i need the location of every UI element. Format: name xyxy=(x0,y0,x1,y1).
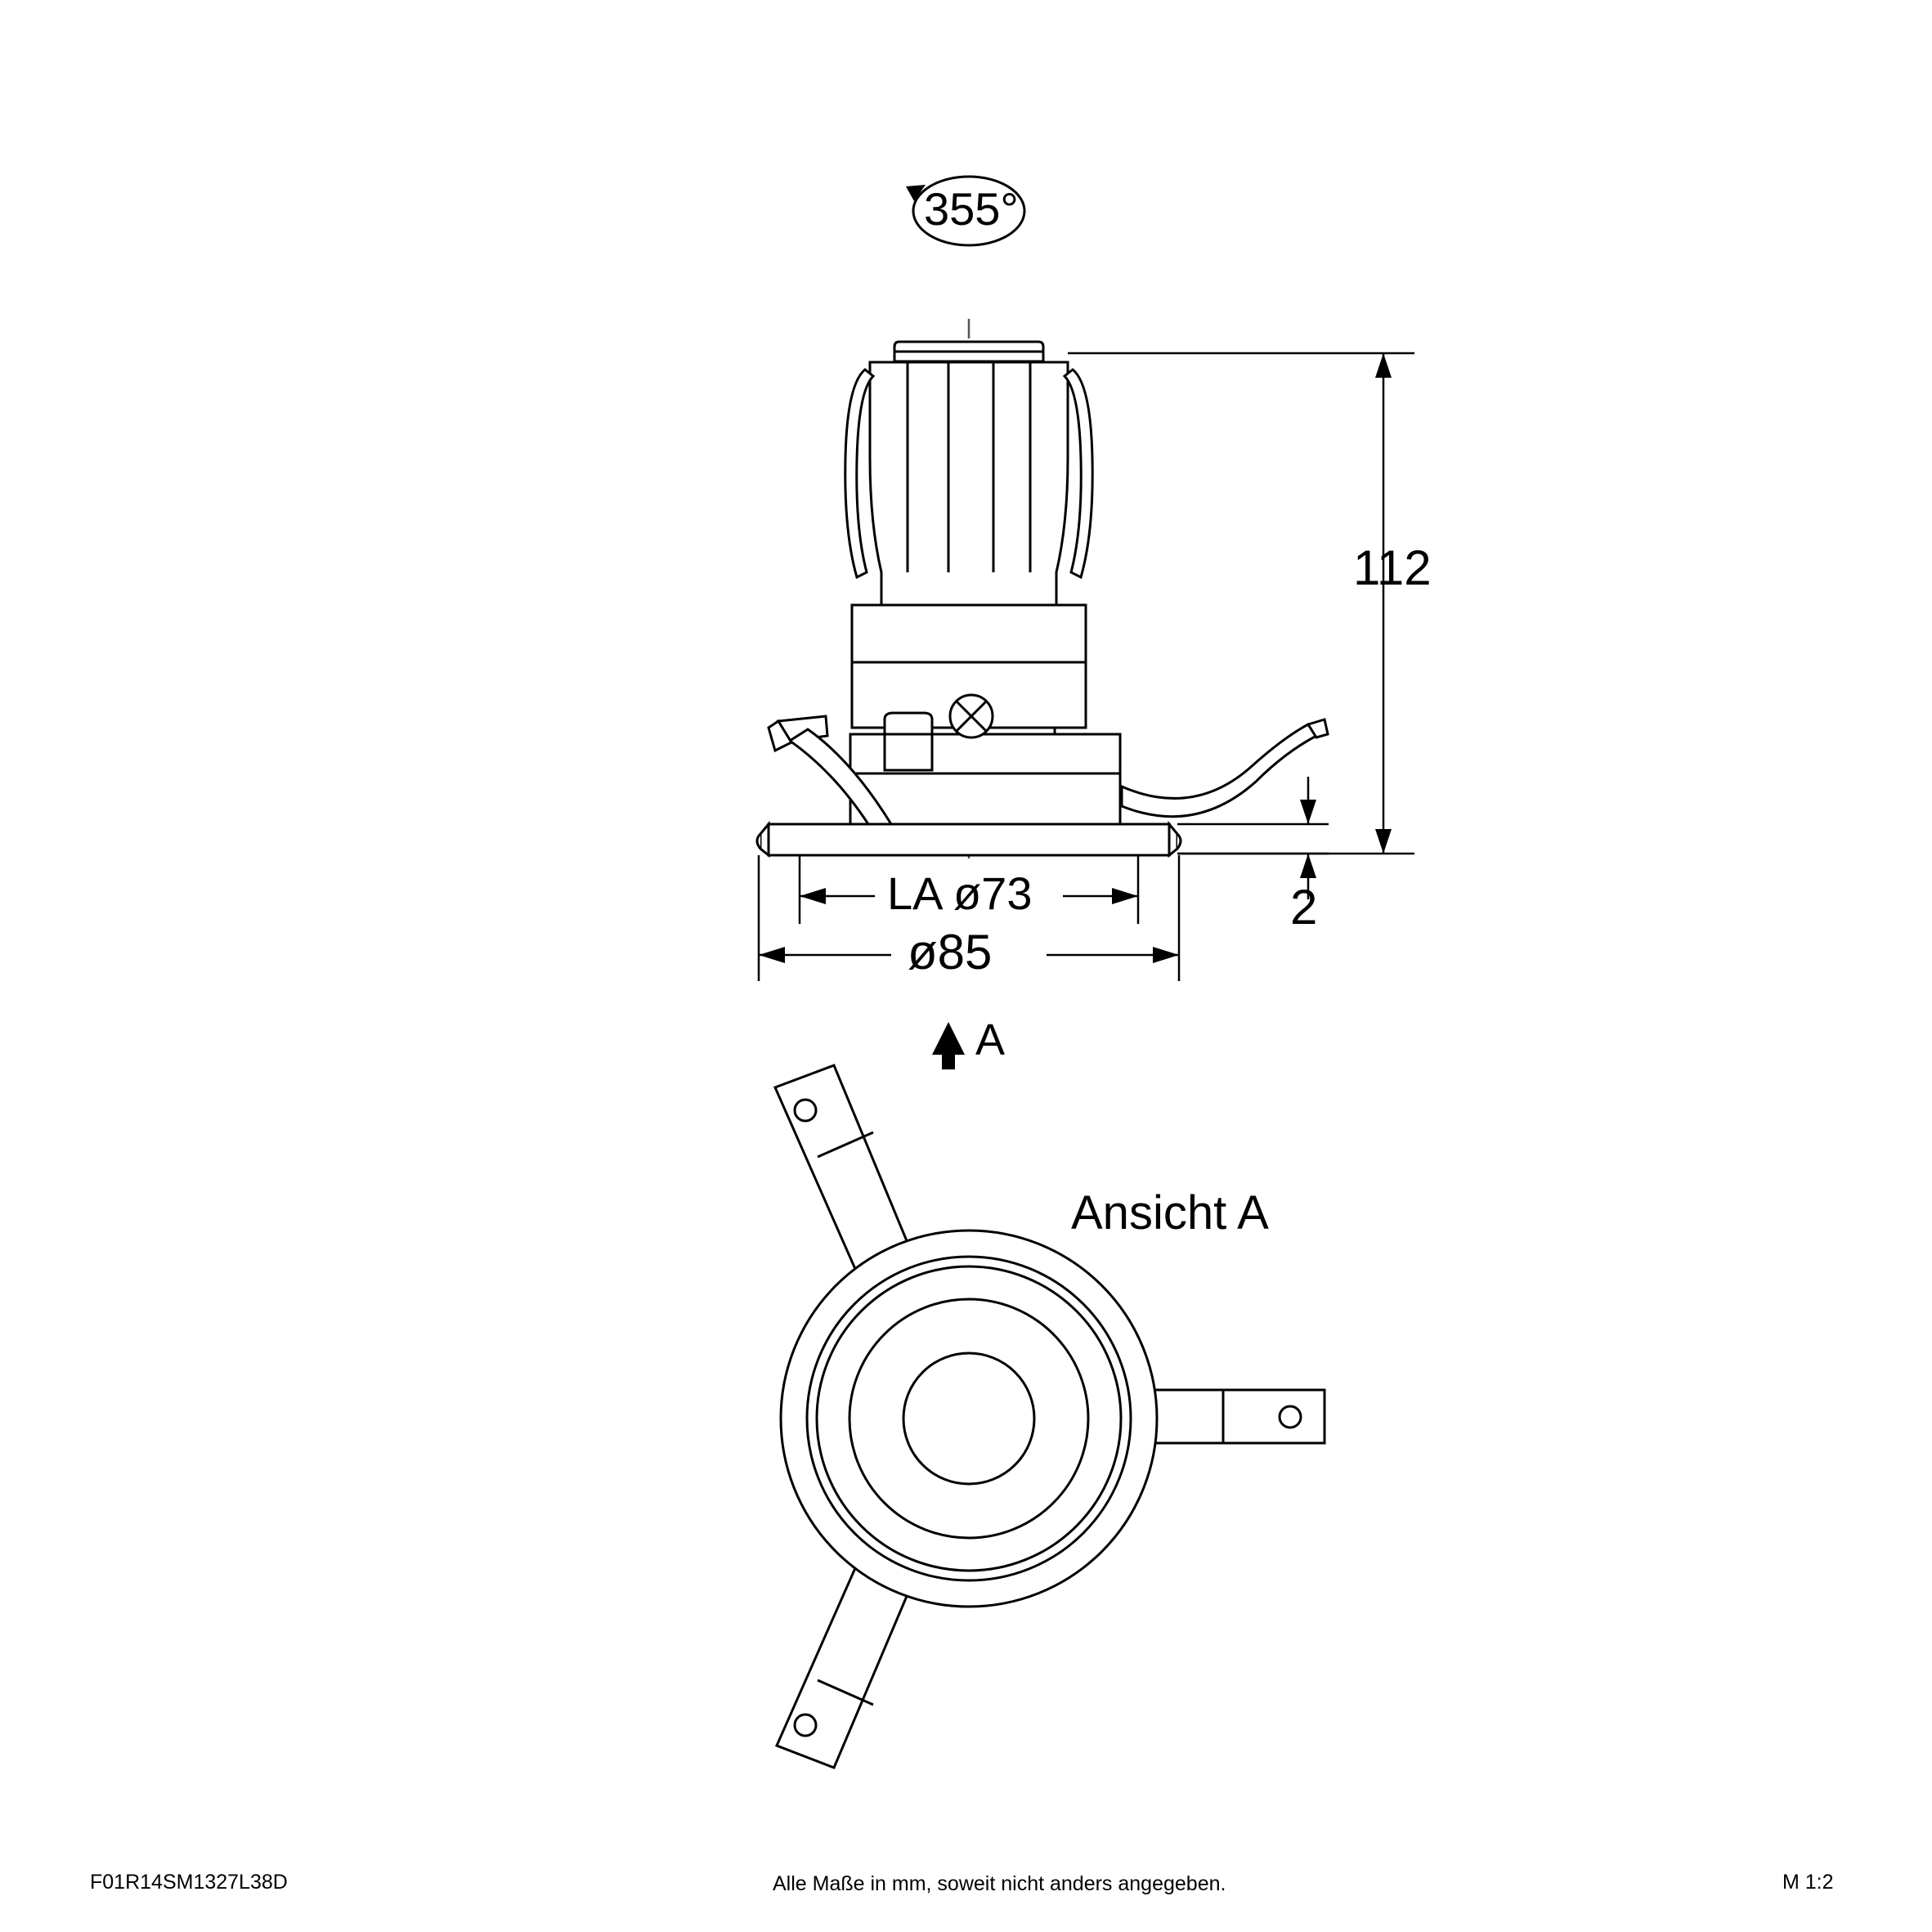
drawing-scale: M 1:2 xyxy=(1782,1871,1834,1894)
dimension-outer-label: ø85 xyxy=(908,925,993,979)
section-arrow-a-icon xyxy=(932,1022,965,1055)
section-arrow-letter: A xyxy=(975,1015,1006,1065)
section-arrow-a-stem xyxy=(942,1055,955,1069)
rotation-angle-label: 355° xyxy=(924,183,1019,235)
measurement-note: Alle Maße in mm, soweit nicht anders angegeben. xyxy=(773,1872,1226,1895)
dimension-cutout-label: LA ø73 xyxy=(887,867,1033,919)
dim-arrow-thickness-bottom xyxy=(1300,854,1316,878)
bottom-view-title: Ansicht A xyxy=(1071,1186,1269,1239)
spring-arm-upper-left xyxy=(775,1065,908,1269)
dim-arrow-la-right xyxy=(1112,888,1138,904)
spring-arm-lower-left xyxy=(777,1568,908,1768)
dim-arrow-la-left xyxy=(800,888,826,904)
dim-arrow-up xyxy=(1375,353,1392,378)
dimension-height-label: 112 xyxy=(1353,540,1432,595)
article-code: F01R14SM1327L38D xyxy=(90,1871,288,1894)
dim-arrow-down xyxy=(1375,829,1392,854)
dim-arrow-thickness-top xyxy=(1300,800,1316,824)
dimension-thickness-label: 2 xyxy=(1290,880,1318,935)
spring-arm-right xyxy=(1145,1390,1325,1443)
dim-arrow-od-right xyxy=(1153,947,1179,963)
side-view-geometry xyxy=(757,319,1328,867)
dim-arrow-od-left xyxy=(759,947,785,963)
bottom-view-geometry xyxy=(775,1065,1325,1768)
